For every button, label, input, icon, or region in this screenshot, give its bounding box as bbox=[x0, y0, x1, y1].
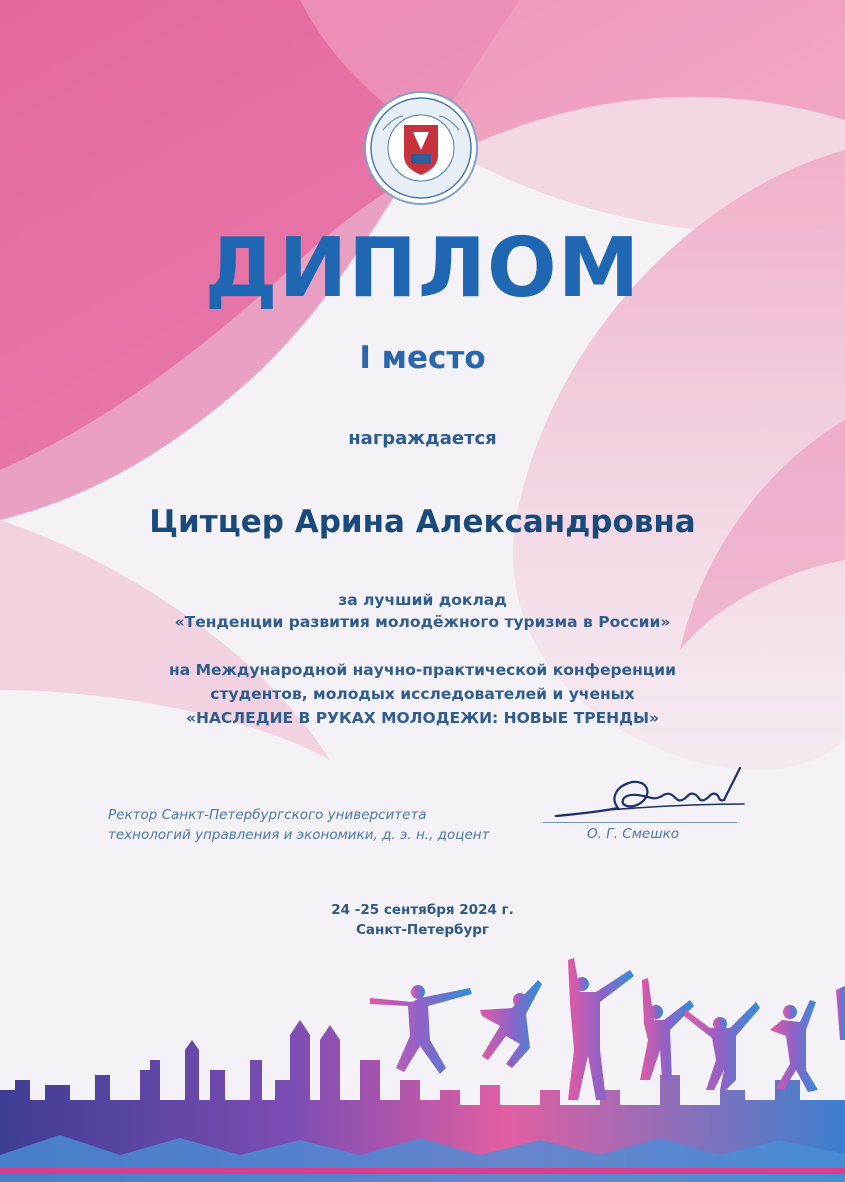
conference-line-1: на Международной научно-практической конференции bbox=[169, 661, 676, 679]
conference-name: «НАСЛЕДИЕ В РУКАХ МОЛОДЕЖИ: НОВЫЕ ТРЕНДЫ» bbox=[185, 709, 660, 727]
rector-name: О. Г. Смешко bbox=[587, 826, 679, 842]
signature-line bbox=[543, 822, 737, 823]
rector-line-2: технологий управления и экономики, д. э. н., доцент bbox=[108, 827, 490, 843]
city-skyline-illustration bbox=[0, 940, 845, 1182]
rector-title bbox=[108, 805, 528, 845]
awarded-label: награждается bbox=[348, 428, 497, 449]
event-city: Санкт-Петербург bbox=[356, 922, 489, 938]
rector-line-1: Ректор Санкт-Петербургского университета bbox=[108, 807, 427, 823]
diploma-title: ДИПЛОМ bbox=[204, 221, 641, 316]
conference-line-2: студентов, молодых исследователей и ученых bbox=[210, 685, 635, 703]
recipient-name: Цитцер Арина Александровна bbox=[149, 504, 696, 540]
signature bbox=[548, 758, 748, 828]
event-date: 24 -25 сентября 2024 г. bbox=[331, 902, 514, 918]
report-title: «Тенденции развития молодёжного туризма в России» bbox=[174, 613, 671, 631]
place-label: I место bbox=[359, 340, 486, 376]
report-intro: за лучший доклад bbox=[338, 591, 507, 609]
university-emblem bbox=[363, 90, 479, 206]
